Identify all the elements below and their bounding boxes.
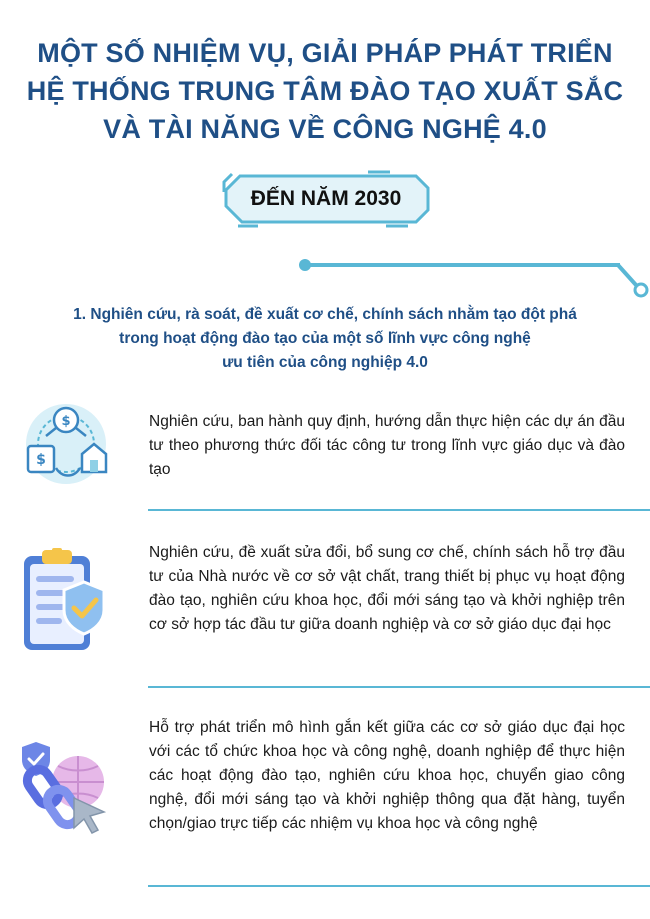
title-line-2: HỆ THỐNG TRUNG TÂM ĐÀO TẠO XUẤT SẮC (26, 76, 624, 106)
divider (148, 686, 650, 688)
section-heading (30, 303, 620, 375)
svg-text:$: $ (61, 414, 71, 429)
section-heading-line-2: trong hoạt động đào tạo của một số lĩnh vực công nghệ (119, 330, 531, 347)
page-title (0, 34, 650, 148)
section-heading-line-1: 1. Nghiên cứu, rà soát, đề xuất cơ chế, chính sách nhằm tạo đột phá (73, 306, 577, 323)
decorative-connector-line (296, 257, 650, 299)
item-text: Nghiên cứu, đề xuất sửa đổi, bổ sung cơ chế, chính sách hỗ trợ đầu tư của Nhà nước về cơ sở vật chất, trang thiết bị phục vụ hoạt động đào tạo, nghiên cứu khoa học, đổi mới sáng tạo và khởi nghiệp trên cơ sở hợp tác đầu tư giữa doanh nghiệp và cơ sở giáo dục đại học (149, 544, 625, 633)
year-badge (218, 170, 434, 228)
divider (148, 885, 650, 887)
investment-partnership-icon (18, 398, 110, 490)
svg-text:$: $ (36, 452, 46, 468)
item-text: Hỗ trợ phát triển mô hình gắn kết giữa các cơ sở giáo dục đại học với các tổ chức khoa học và công nghệ, doanh nghiệp để thực hiện các hoạt động đào tạo, nghiên cứu khoa học, chuyển giao công nghệ, đổi mới sáng tạo và khởi nghiệp thông qua đặt hàng, tuyển chọn/giao trực tiếp các nhiệm vụ khoa học và công nghệ (149, 719, 625, 832)
item-text: Nghiên cứu, ban hành quy định, hướng dẫn thực hiện các dự án đầu tư theo phương thức đối tác công tư trong lĩnh vực giáo dục và đào tạo (149, 413, 625, 478)
title-line-1: MỘT SỐ NHIỆM VỤ, GIẢI PHÁP PHÁT TRIỂN (37, 38, 613, 68)
link-globe-cursor-icon (18, 738, 110, 830)
badge-label: ĐẾN NĂM 2030 (250, 187, 402, 210)
title-line-3: VÀ TÀI NĂNG VỀ CÔNG NGHỆ 4.0 (103, 114, 547, 144)
section-heading-line-3: ưu tiên của công nghiệp 4.0 (222, 354, 428, 371)
divider (148, 509, 650, 511)
clipboard-shield-icon (18, 548, 110, 640)
